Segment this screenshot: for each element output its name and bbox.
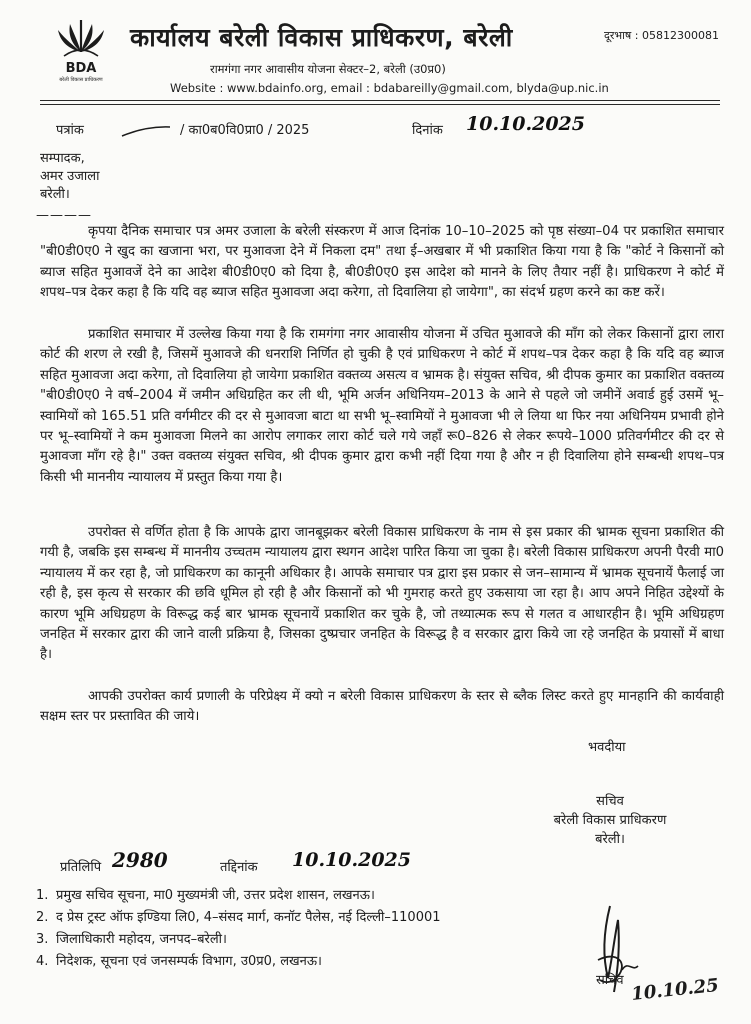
list-text: जिलाधिकारी महोदय, जनपद–बरेली। [56, 932, 227, 947]
list-number: 3. [36, 932, 49, 947]
website-email: Website : www.bdainfo.org, email : bdabareilly@gmail.com, blyda@up.nic.in [170, 81, 609, 95]
addressee-line: अमर उजाला [40, 169, 100, 184]
cc-list [36, 885, 441, 973]
signature-label: सचिव [596, 973, 624, 988]
paragraph-1: कृपया दैनिक समाचार पत्र अमर उजाला के बरेली संस्करण में आज दिनांक 10–10–2025 को पृष्ठ संख्या–04 पर प्रकाशित समाचार "बी0डी0ए0 ने खुद का खजाना भरा, पर मुआवजा देने में निकला दम" तथा ई–अखबार में भी प्रकाशित किया गया है कि "कोर्ट ने किसानों को ब्याज सहित मुआवजें देने का आदेश बी0डी0ए0 को दिया है, बी0डी0ए0 इस आदेश को मानने के लिए तैयार नहीं है। प्राधिकरण ने कोर्ट में शपथ–पत्र देकर कहा है कि यदि वह ब्याज सहित मुआवजा अदा करेगा, तो दिवालिया हो जायेगा", का संदर्भ ग्रहण करने का कष्ट करें। [40, 224, 724, 301]
list-text: द प्रेस ट्रस्ट ऑफ इण्डिया लि0, 4–संसद मार्ग, कनॉट पैलेस, नई दिल्ली–110001 [56, 910, 441, 925]
addressee-separator: ———— [36, 208, 92, 223]
signatory-block [546, 792, 674, 849]
list-number: 1. [36, 888, 49, 903]
phone-number: दूरभाष : 05812300081 [604, 29, 719, 42]
paragraph-4: आपकी उपरोक्त कार्य प्रणाली के परिप्रेक्ष्य में क्यो न बरेली विकास प्राधिकरण के स्तर से ब्लैक लिस्ट करते हुए मानहानि की कार्यवाही सक्षम स्तर पर प्रस्तावित की जाये। [40, 689, 724, 725]
reference-number: / का0ब0वि0प्रा0 / 2025 [180, 123, 310, 138]
logo-tagline: बरेली विकास प्राधिकरण [59, 77, 103, 83]
signatory-line: बरेली विकास प्राधिकरण [553, 813, 667, 828]
list-item [36, 951, 441, 973]
list-text: निदेशक, सूचना एवं जनसम्पर्क विभाग, उ0प्र0, लखनऊ। [56, 954, 322, 969]
copy-label: प्रतिलिपि [60, 860, 102, 875]
copy-date: 10.10.2025 [292, 849, 411, 871]
copy-number: 2980 [112, 848, 168, 872]
paragraph-3: उपरोक्त से वर्णित होता है कि आपके द्वारा जानबूझकर बरेली विकास प्राधिकरण के नाम से इस प्रकार की भ्रामक सूचना प्रकाशित की गयी है, जबकि इस सम्बन्ध में माननीय उच्चतम न्यायालय द्वारा स्थगन आदेश पारित किया जा चुका है। बरेली विकास प्राधिकरण अपनी पैरवी मा0 न्यायालय में कर रहा है, जो प्राधिकरण का कानूनी अधिकार है। आपके समाचार पत्र द्वारा इस प्रकार से जन–सामान्य में भ्रामक सूचनायें फैलाई जा रही है, इस कृत्य से सरकार की छवि धूमिल हो रही है और किसानों को भी गुमराह करते हुए उकसाया जा रहा है। आप अपने निहित उद्देश्यों के कारण भूमि अधिग्रहण के विरूद्ध कई बार भ्रामक सूचनायें प्रकाशित कर चुके है, जो तथ्यात्मक रूप से गलत व आधारहीन है। भूमि अधिग्रहण जनहित में सरकार द्वारा की जाने वाली प्रक्रिया है, जिसका दुष्प्रचार जनहित के विरूद्ध है व सरकार द्वारा किये जा रहे जनहित के प्रयासों में बाधा है। [40, 525, 724, 663]
list-item [36, 907, 441, 929]
list-item [36, 929, 441, 951]
paragraph-2: प्रकाशित समाचार में उल्लेख किया गया है कि रामगंगा नगर आवासीय योजना में उचित मुआवजे की माँग को लेकर किसानों द्वारा लारा कोर्ट की शरण ले रखी है, जिसमें मुआवजे की धनराशि निर्णित हो चुकी है एवं प्राधिकरण ने कोर्ट में शपथ–पत्र देकर कहा है कि यदि वह ब्याज सहित मुआवजा अदा करेगा, तो दिवालिया हो जायेगा प्रकाशित वक्तव्य असत्य व भ्रामक है। संयुक्त सचिव, श्री दीपक कुमार का प्रकाशित वक्तव्य "बी0डी0ए0 ने वर्ष–2004 में जमीन अधिग्रहित कर ली थी, भूमि अर्जन अधिनियम–2013 के आने से पहले जो जमीनें अवार्ड हुई उसमें भू–स्वामियों को 165.51 प्रति वर्गमीटर की दर से मुआवजा बाटा था सभी भू–स्वामियों ने मुआवजा भी ले लिया था फिर नया अधिनियम प्रभावी होने पर भू–स्वामियों ने कम मुआवजा मिलने का आरोप लगाकर लारा कोर्ट चले गये जहाँ रू0–826 से लेकर रूपये–1000 प्रतिवर्गमीटर की दर से मुआवजा माँग रहे है।" उक्त वक्तव्य संयुक्त सचिव, श्री दीपक कुमार द्वारा कभी नहीं दिया गया है और न ही दिवालिया होने सम्बन्धी शपथ–पत्र किसी भी माननीय न्यायालय में प्रस्तुत किया गया है। [40, 327, 724, 485]
date-label: दिनांक [412, 123, 443, 138]
list-number: 2. [36, 910, 49, 925]
handwritten-stroke [120, 123, 172, 142]
handwritten-date: 10.10.2025 [466, 113, 585, 135]
office-address: रामगंगा नगर आवासीय योजना सेक्टर–2, बरेली (उ0प्र0) [210, 62, 446, 76]
list-item [36, 885, 441, 907]
signature-date: 10.10.25 [630, 974, 720, 1005]
bda-logo [52, 14, 110, 84]
handwritten-signature [588, 900, 738, 1010]
closing: भवदीया [588, 740, 626, 755]
header-rule [40, 100, 720, 101]
office-title: कार्यालय बरेली विकास प्राधिकरण, बरेली [130, 23, 513, 52]
copy-date-label: तद्दिनांक [220, 860, 258, 875]
list-text: प्रमुख सचिव सूचना, मा0 मुख्यमंत्री जी, उत्तर प्रदेश शासन, लखनऊ। [56, 888, 375, 903]
addressee-block [40, 150, 99, 204]
addressee-line: सम्पादक, [40, 151, 85, 166]
reference-label: पत्रांक [56, 123, 84, 138]
logo-text: BDA [65, 61, 97, 76]
addressee-line: बरेली। [40, 187, 70, 202]
signatory-line: सचिव [596, 794, 624, 809]
list-number: 4. [36, 954, 49, 969]
header-rule-secondary [40, 104, 720, 105]
signatory-line: बरेली। [595, 832, 625, 847]
